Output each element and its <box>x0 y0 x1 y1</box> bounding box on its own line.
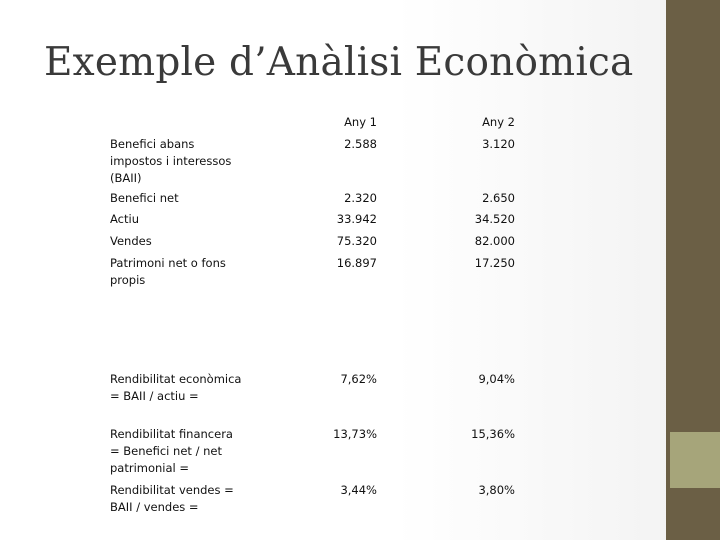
row-value-rendibilitat-vendes-any2: 3,80% <box>478 483 515 497</box>
row-value-patrimoni-net-any1: 16.897 <box>336 256 377 270</box>
column-header-any2: Any 2 <box>482 115 515 129</box>
row-value-patrimoni-net-any2: 17.250 <box>474 256 515 270</box>
row-value-actiu-any2: 34.520 <box>474 212 515 226</box>
row-label-patrimoni-net: Patrimoni net o fons propis <box>110 256 226 287</box>
row-label-rendibilitat-economica: Rendibilitat econòmica = BAII / actiu = <box>110 372 242 403</box>
row-value-baii-any1: 2.588 <box>344 137 377 151</box>
row-value-benefici-net-any1: 2.320 <box>344 191 377 205</box>
row-label-actiu: Actiu <box>110 212 139 226</box>
row-label-vendes: Vendes <box>110 234 152 248</box>
row-value-vendes-any1: 75.320 <box>336 234 377 248</box>
row-value-baii-any2: 3.120 <box>482 137 515 151</box>
column-header-any1: Any 1 <box>344 115 377 129</box>
slide-title: Exemple d’Anàlisi Econòmica <box>44 40 634 85</box>
row-value-vendes-any2: 82.000 <box>474 234 515 248</box>
row-label-baii: Benefici abans impostos i interessos (BAII) <box>110 137 232 185</box>
row-value-rendibilitat-economica-any2: 9,04% <box>478 372 515 386</box>
row-label-rendibilitat-financera: Rendibilitat financera = Benefici net / net patrimonial = <box>110 427 233 475</box>
row-value-rendibilitat-financera-any1: 13,73% <box>333 427 377 441</box>
row-value-benefici-net-any2: 2.650 <box>482 191 515 205</box>
row-value-rendibilitat-vendes-any1: 3,44% <box>340 483 377 497</box>
row-label-rendibilitat-vendes: Rendibilitat vendes = BAII / vendes = <box>110 483 234 514</box>
row-value-actiu-any1: 33.942 <box>336 212 377 226</box>
side-accent-block <box>670 432 720 488</box>
row-value-rendibilitat-economica-any1: 7,62% <box>340 372 377 386</box>
row-value-rendibilitat-financera-any2: 15,36% <box>471 427 515 441</box>
row-label-benefici-net: Benefici net <box>110 191 179 205</box>
